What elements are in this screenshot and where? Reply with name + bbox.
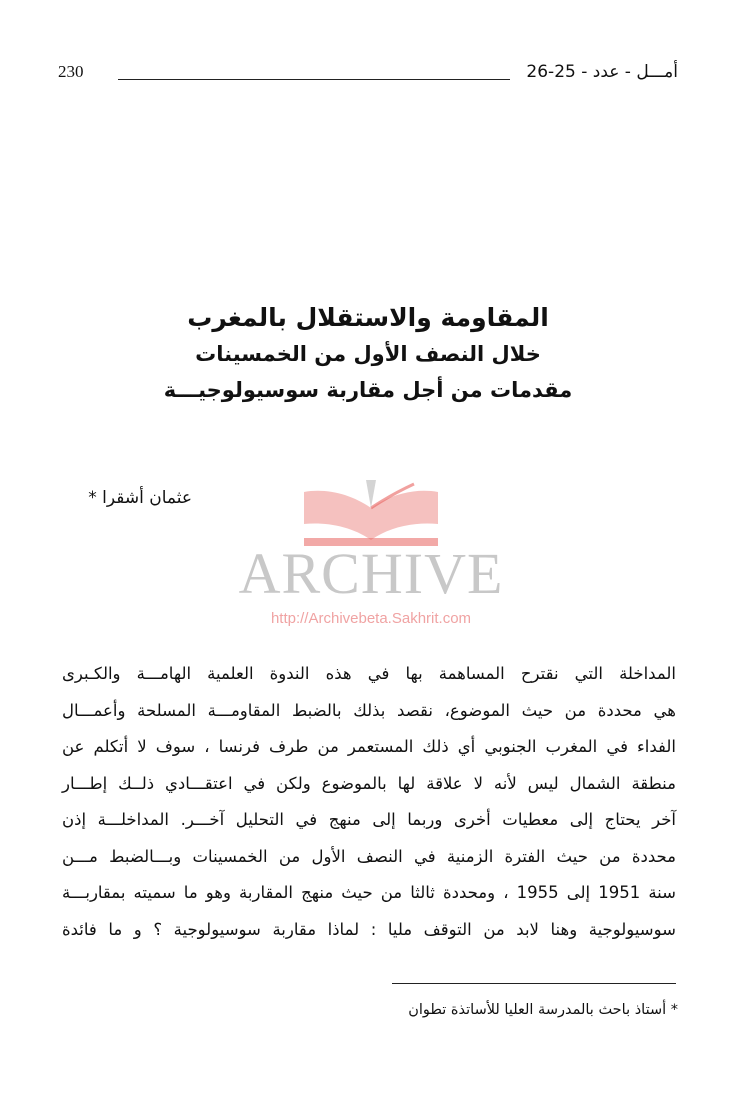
body-line: محددة من حيث الفترة الزمنية في النصف الأول من الخمسينات وبـــالضبط مـــن (62, 846, 676, 866)
body-paragraph (62, 656, 676, 948)
article-title: المقاومة والاستقلال بالمغرب (187, 303, 549, 332)
book-icon (296, 478, 446, 550)
body-line: سنة 1951 إلى 1955 ، ومحددة ثالثا من حيث منهج المقاربة وهو ما سميته بمقاربـــة (62, 883, 676, 902)
page-number: 230 (58, 62, 84, 81)
body-line: آخر يحتاج إلى معطيات أخرى وربما إلى منهج في التحليل آخـــر. المداخلـــة إذن (62, 810, 676, 829)
archive-watermark (216, 470, 526, 640)
body-line: سوسيولوجية وهنا لابد من التوقف مليا : لماذا مقاربة سوسيولوجية ؟ و ما فائدة (62, 919, 676, 939)
header-rule (118, 79, 510, 80)
footnote: * أستاذ باحث بالمدرسة العليا للأساتذة تطوان (408, 1002, 678, 1018)
body-line: الفداء في المغرب الجنوبي أي ذلك المستعمر من طرف فرنسا ، سوف لا أتكلم عن (62, 737, 676, 756)
body-line: منطقة الشمال ليس لأنه لا علاقة لها بالموضوع ولكن في اعتقـــادي ذلــك إطـــار (62, 773, 676, 793)
footnote-rule (392, 983, 676, 984)
watermark-text: ARCHIVE (238, 541, 504, 606)
article-subtitle-2: مقدمات من أجل مقاربة سوسيولوجيـــة (163, 378, 573, 402)
running-header: أمـــل - عدد - 25-26 (526, 62, 678, 82)
body-line: هي محددة من حيث الموضوع، نقصد بذلك بالضبط المقاومـــة المسلحة وأعمـــال (62, 700, 676, 720)
article-title-block (120, 300, 616, 408)
watermark-url: http://Archivebeta.Sakhrit.com (270, 610, 472, 627)
article-subtitle: خلال النصف الأول من الخمسينات (195, 342, 541, 366)
author-name: عثمان أشقرا * (88, 488, 192, 508)
body-line: المداخلة التي نقترح المساهمة بها في هذه الندوة العلمية الهامـــة والكـبرى (62, 664, 676, 683)
